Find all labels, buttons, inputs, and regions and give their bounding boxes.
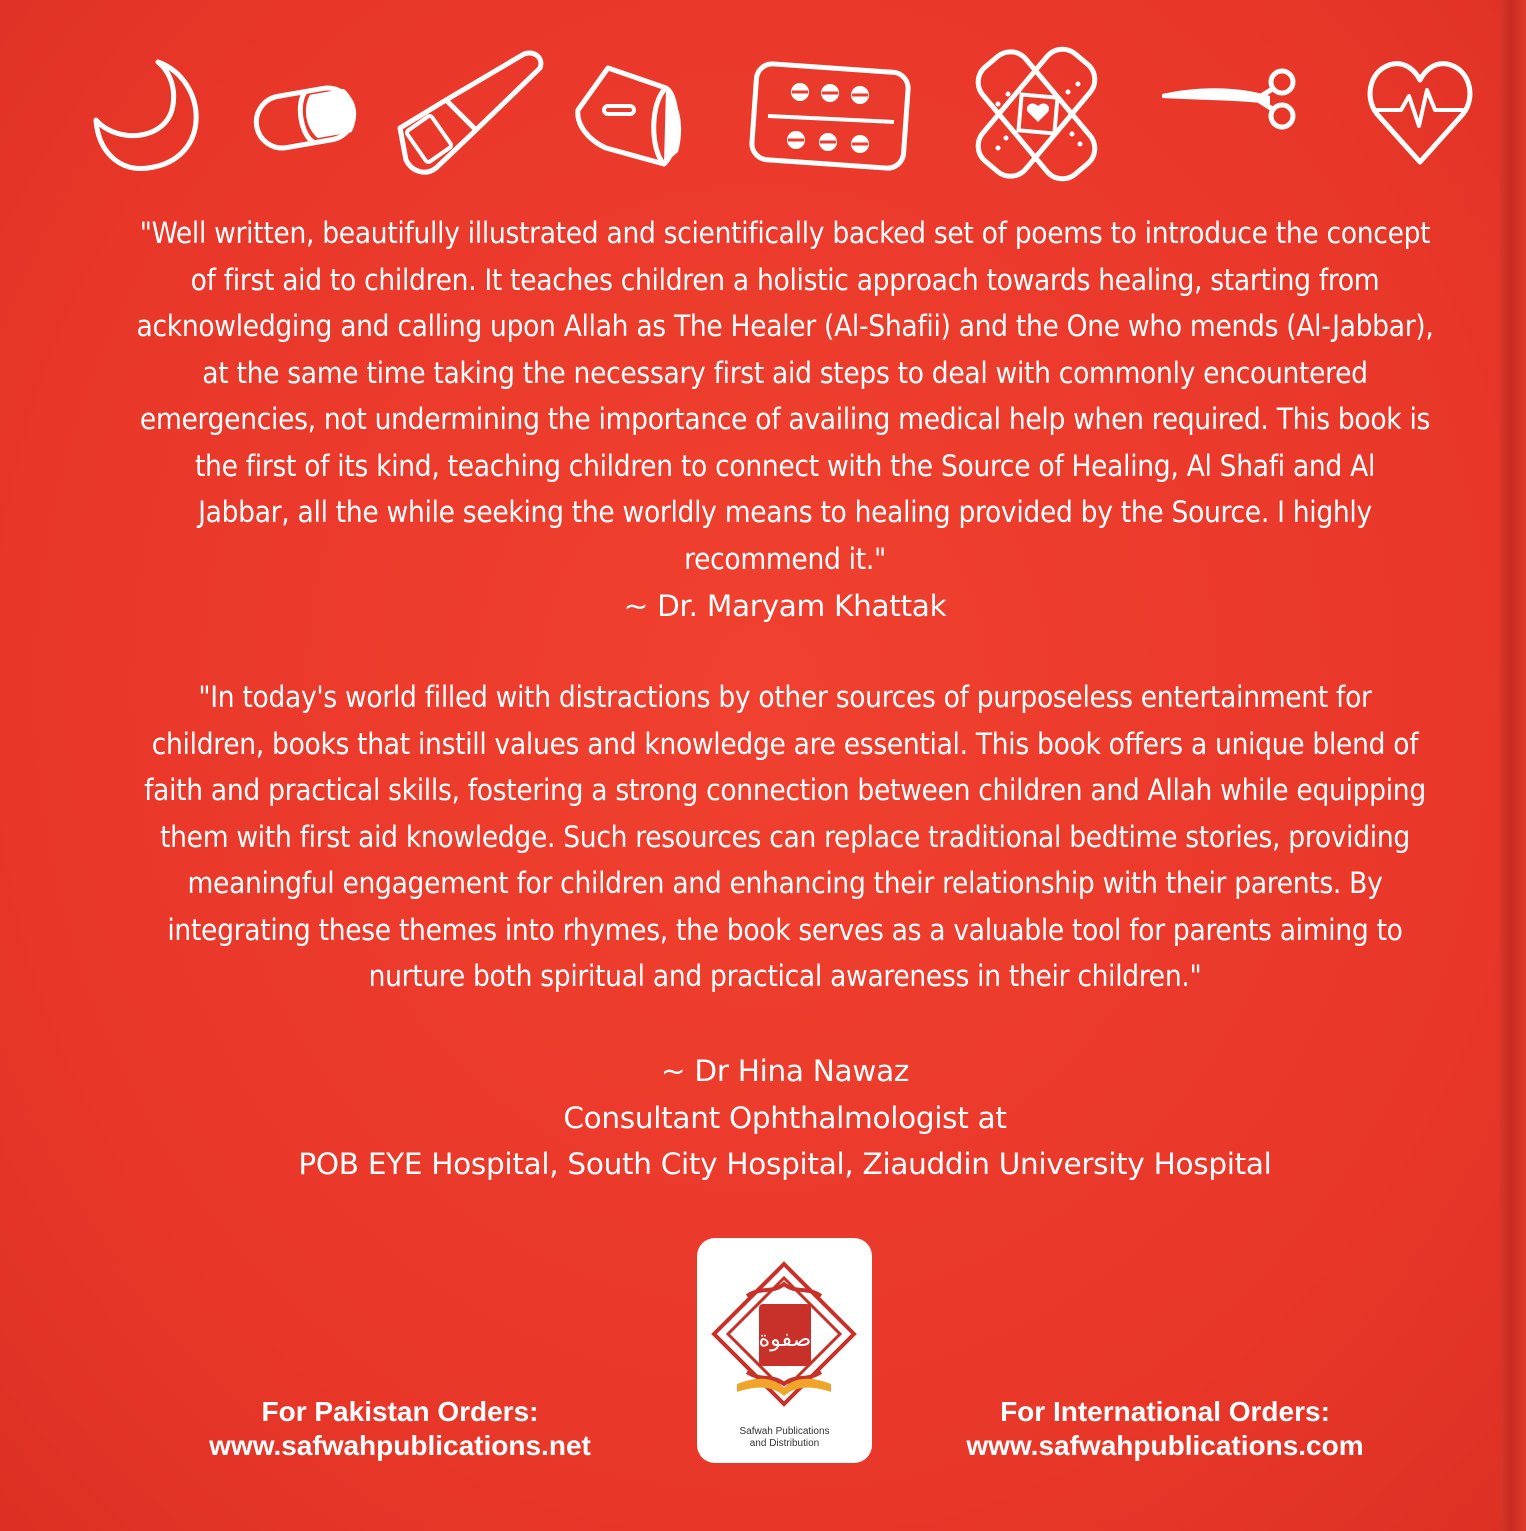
- review-line: "Well written, beautifully illustrated and scientifically backed set of poems to introduce the concept: [139, 216, 1431, 250]
- pakistan-orders: [140, 1395, 660, 1463]
- review-line: integrating these themes into rhymes, the book serves as a valuable tool for parents aiming to: [167, 912, 1403, 947]
- publisher-logo-box: [697, 1238, 872, 1463]
- international-orders-label: For International Orders:: [1000, 1396, 1330, 1427]
- pill-blister-pack-icon: [748, 40, 913, 190]
- thermometer-icon: [386, 40, 561, 190]
- crescent-moon-icon: [88, 40, 218, 190]
- review-line: at the same time taking the necessary first aid steps to deal with commonly encountered: [202, 355, 1368, 390]
- review-line: faith and practical skills, fostering a strong connection between children and Allah while equipping: [144, 773, 1426, 807]
- crossed-plasters-icon: [968, 40, 1108, 190]
- review-line: "In today's world filled with distractions by other sources of purposeless entertainment for: [198, 680, 1372, 714]
- pakistan-orders-url[interactable]: www.safwahpublications.net: [209, 1430, 591, 1461]
- review-signature: ~ Dr Hina Nawaz: [660, 1054, 910, 1088]
- capsule-pill-icon: [248, 40, 363, 190]
- cover-spine-edge: [1500, 0, 1526, 1531]
- review-line: the first of its kind, teaching children to connect with the Source of Healing, Al Shafi and Al: [194, 448, 1376, 483]
- heartbeat-icon: [1363, 40, 1478, 190]
- scissors-icon: [1158, 40, 1308, 190]
- publisher-name-line: Safwah Publications: [739, 1426, 830, 1437]
- review-signature-block: [100, 1048, 1470, 1188]
- review-line: them with first aid knowledge. Such resources can replace traditional bedtime stories, providing: [160, 819, 1410, 854]
- international-orders: [905, 1395, 1425, 1463]
- review-maryam-khattak: [100, 210, 1470, 582]
- safwah-logo-icon: [707, 1256, 862, 1421]
- publisher-name-line: and Distribution: [749, 1438, 820, 1449]
- international-orders-url[interactable]: www.safwahpublications.com: [966, 1430, 1364, 1461]
- pakistan-orders-label: For Pakistan Orders:: [261, 1396, 539, 1427]
- medical-icon-row: [88, 40, 1478, 190]
- review-line: nurture both spiritual and practical awareness in their children.": [368, 959, 1202, 993]
- review-line: children, books that instill values and knowledge are essential. This book offers a unique blend of: [151, 726, 1419, 761]
- review-line: Jabbar, all the while seeking the worldly means to healing provided by the Source. I highly: [198, 495, 1372, 529]
- review-hina-nawaz: [100, 674, 1470, 1000]
- svg-text:ﺻﻔﻮﺓ: ﺻﻔﻮﺓ: [758, 1327, 812, 1352]
- review-line: recommend it.": [684, 541, 886, 576]
- publisher-name: [697, 1426, 872, 1450]
- review-signature: ~ Dr. Maryam Khattak: [623, 589, 947, 623]
- review-line: meaningful engagement for children and enhancing their relationship with their parents. By: [187, 866, 1383, 900]
- review-line: emergencies, not undermining the importance of availing medical help when required. This book is: [139, 402, 1431, 436]
- review-line: acknowledging and calling upon Allah as The Healer (Al-Shafii) and the One who mends (Al-Jabbar),: [136, 309, 1434, 343]
- review-line: of first aid to children. It teaches children a holistic approach towards healing, starting from: [190, 262, 1380, 297]
- reviewer-title: Consultant Ophthalmologist at: [563, 1100, 1007, 1135]
- bandage-roll-icon: [568, 40, 688, 190]
- reviewer-affiliation: POB EYE Hospital, South City Hospital, Ziauddin University Hospital: [298, 1147, 1272, 1181]
